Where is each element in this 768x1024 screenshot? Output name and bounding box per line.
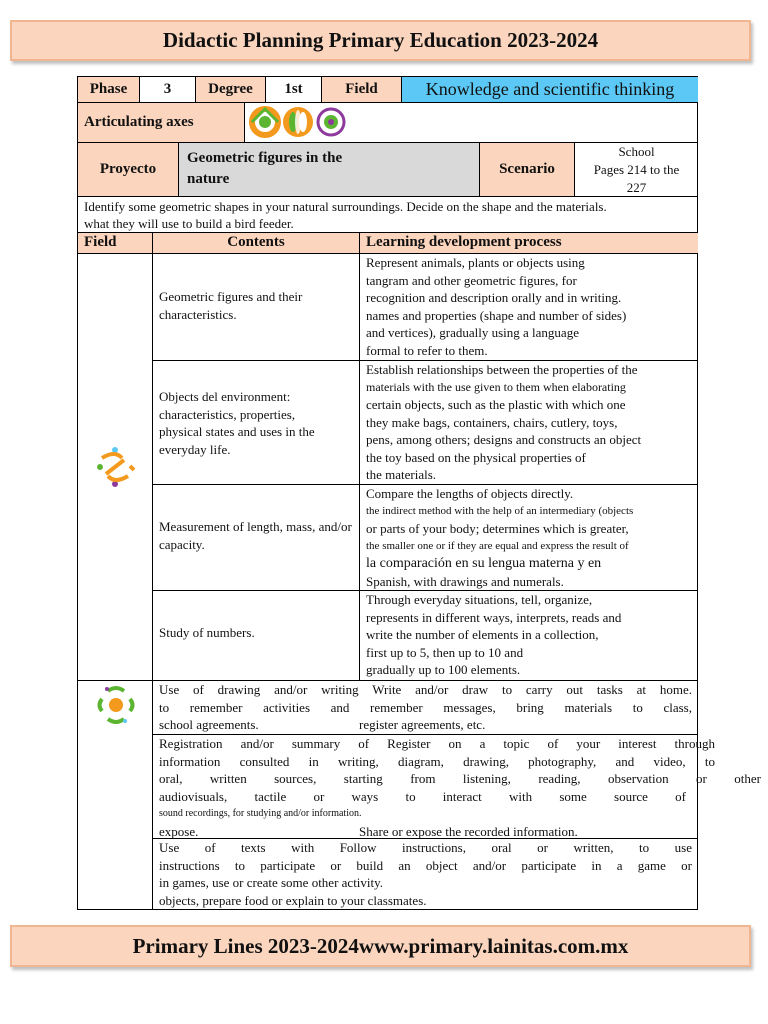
project-label: Proyecto [78, 143, 179, 197]
scenario-line: Pages 214 to the [593, 162, 680, 177]
process-line: Spanish, with drawings and numerals. [366, 573, 564, 589]
process-line: recognition and description orally and in writing. [366, 290, 622, 305]
process-line: formal to refer to them. [366, 342, 488, 358]
process-cell [360, 254, 698, 361]
scenario-line: School [618, 144, 655, 159]
page-title: Didactic Planning Primary Education 2023-2024 [10, 20, 751, 61]
row-line: objects, prepare food or explain to your classmates. [159, 892, 427, 908]
contents-cell [153, 591, 360, 681]
process-line: la comparación en su lengua materna y en [366, 556, 602, 571]
critical-thinking-icon [318, 109, 344, 135]
axes-icons [245, 103, 698, 143]
contents-line: characteristics. [159, 306, 237, 322]
process-cell [360, 361, 698, 485]
language-row [153, 681, 698, 735]
contents-line: capacity. [159, 536, 205, 552]
contents-line: Measurement of length, mass, and/or [159, 519, 352, 534]
process-line: the materials. [366, 467, 437, 482]
process-cell [360, 485, 698, 591]
process-line: the smaller one or if they are equal and express the result of [366, 539, 629, 552]
contents-line: characteristics, properties, [159, 406, 296, 422]
column-header-process: Learning development process [360, 233, 698, 254]
field-cell-scientific [78, 254, 153, 681]
field-value: Knowledge and scientific thinking [402, 77, 698, 103]
description-line: what they will use to build a bird feeder. [84, 216, 294, 231]
scenario-label: Scenario [480, 143, 575, 197]
row-line-pair [159, 823, 692, 841]
field-cell-languages [78, 681, 153, 910]
degree-value: 1st [266, 77, 322, 103]
scenario-value [575, 143, 698, 197]
contents-line: everyday life. [159, 441, 231, 457]
process-line: write the number of elements in a collection, [366, 627, 599, 642]
process-line: gradually up to 100 elements. [366, 662, 521, 677]
row-line: instructions to participate or build an object and/or participate in a game or [159, 857, 692, 873]
column-header-field: Field [78, 233, 153, 254]
column-header-contents: Contents [153, 233, 360, 254]
row-line: expose. [159, 823, 199, 839]
process-line: Compare the lengths of objects directly. [366, 486, 574, 501]
project-title [179, 143, 480, 197]
process-line: Represent animals, plants or objects using [366, 255, 585, 270]
row-line: Use of texts with Follow instructions, oral or written, to use [159, 840, 692, 855]
process-line: represents in different ways, interprets, reads and [366, 609, 622, 625]
contents-line: Objects del environment: [159, 389, 291, 404]
inclusion-icon [252, 109, 278, 135]
language-row [153, 839, 698, 910]
phase-label: Phase [78, 77, 140, 103]
field-label: Field [322, 77, 402, 103]
process-line: and vertices), gradually using a language [366, 325, 579, 340]
process-line: first up to 5, then up to 10 and [366, 644, 524, 660]
row-line: sound recordings, for studying and/or information. [159, 808, 362, 819]
project-title-line: nature [187, 171, 230, 187]
axes-icon-strip [245, 103, 355, 141]
process-line: certain objects, such as the plastic with which one [366, 397, 626, 412]
project-description [78, 197, 698, 233]
row-line: school agreements. [159, 717, 259, 732]
row-line: Share or expose the recorded information. [359, 823, 578, 839]
row-line: oral, written sources, starting from listening, reading, observation or other [159, 771, 761, 786]
process-line: pens, among others; designs and constructs an object [366, 432, 642, 447]
process-line: the indirect method with the help of an intermediary (objects [366, 504, 634, 517]
page-footer: Primary Lines 2023-2024www.primary.lainitas.com.mx [10, 925, 751, 967]
contents-cell [153, 485, 360, 591]
scenario-line: 227 [626, 180, 647, 195]
process-line: Establish relationships between the properties of the [366, 362, 638, 377]
language-row [153, 735, 761, 839]
phase-value: 3 [140, 77, 196, 103]
process-line: tangram and other geometric figures, for [366, 272, 577, 288]
row-line: to remember activities and remember messages, bring materials to class, [159, 699, 692, 715]
row-line: Registration and/or summary of Register on a topic of your interest through [159, 736, 715, 751]
contents-line: physical states and uses in the [159, 424, 315, 439]
process-line: materials with the use given to them when elaborating [366, 379, 626, 394]
languages-icon [94, 683, 138, 727]
contents-cell [153, 361, 360, 485]
planning-table [77, 76, 761, 910]
row-line: information consulted in writing, diagram, drawing, photography, and video, to [159, 753, 715, 769]
process-line: Through everyday situations, tell, organize, [366, 592, 593, 607]
process-cell [360, 591, 698, 681]
project-title-line: Geometric figures in the [187, 150, 343, 166]
interculturality-icon [283, 107, 313, 137]
row-line: register agreements, etc. [359, 717, 486, 732]
row-line: Use of drawing and/or writing Write and/or draw to carry out tasks at home. [159, 682, 692, 697]
contents-cell [153, 254, 360, 361]
process-line: names and properties (shape and number of sides) [366, 307, 627, 323]
process-line: they make bags, containers, chairs, cutlery, toys, [366, 414, 618, 430]
process-line: or parts of your body; determines which is greater, [366, 521, 629, 536]
contents-line: Study of numbers. [159, 625, 255, 640]
degree-label: Degree [196, 77, 266, 103]
row-line: in games, use or create some other activity. [159, 875, 384, 890]
description-line: Identify some geometric shapes in your natural surroundings. Decide on the shape and the materials. [84, 199, 607, 214]
scientific-thinking-icon [92, 444, 138, 490]
axes-label: Articulating axes [78, 103, 245, 143]
process-line: the toy based on the physical properties of [366, 449, 586, 465]
row-line: audiovisuals, tactile or ways to interact with some source of [159, 788, 686, 804]
row-line-pair [159, 716, 692, 734]
contents-line: Geometric figures and their [159, 289, 303, 304]
